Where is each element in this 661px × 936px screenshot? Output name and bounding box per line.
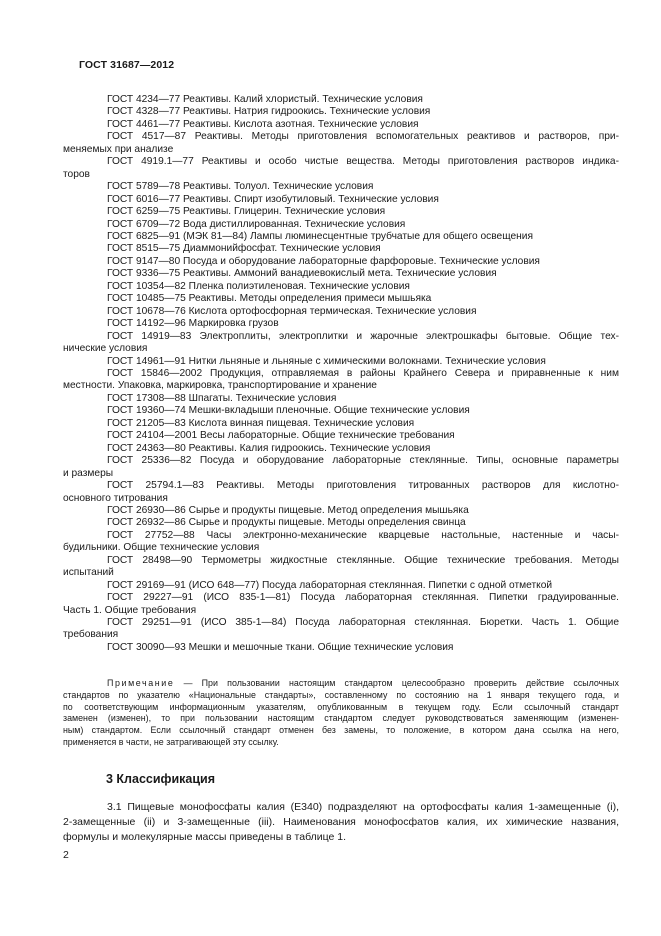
- reference-line: ГОСТ 29251—91 (ИСО 385-1—84) Посуда лабораторная стеклянная. Бюретки. Часть 1. Общие: [107, 617, 619, 629]
- reference-line: ГОСТ 6825—91 (МЭК 81—84) Лампы люминесцентные трубчатые для общего освещения: [107, 230, 533, 242]
- reference-line: ГОСТ 17308—88 Шпагаты. Технические условия: [107, 392, 337, 404]
- reference-item: [63, 156, 619, 181]
- section-title: 3 Классификация: [106, 772, 216, 786]
- classification-paragraph: [63, 800, 619, 846]
- paragraph-line: 2-замещенные (ii) и 3-замещенные (iii). Наименования монофосфатов калия, их химические названия,: [63, 816, 619, 829]
- reference-line: ГОСТ 4919.1—77 Реактивы и особо чистые вещества. Методы приготовления растворов индика-: [107, 156, 619, 168]
- reference-line: будильники. Общие технические условия: [63, 542, 260, 554]
- note-label: Примечание: [107, 678, 175, 688]
- reference-line: Часть 1. Общие требования: [63, 604, 197, 616]
- reference-line: ГОСТ 10678—76 Кислота ортофосфорная термическая. Технические условия: [107, 305, 477, 317]
- reference-item: [63, 592, 619, 617]
- reference-item: [63, 368, 619, 393]
- reference-item: [63, 331, 619, 356]
- note-first-line-text: — При пользовании настоящим стандартом целесообразно проверить действие ссылочных: [174, 678, 619, 688]
- reference-line: ГОСТ 14919—83 Электроплиты, электроплитки и жарочные электрошкафы бытовые. Общие тех-: [107, 330, 619, 342]
- reference-item: [63, 256, 619, 268]
- reference-line: ГОСТ 24363—80 Реактивы. Калия гидроокись. Технические условия: [107, 442, 431, 454]
- reference-line: ГОСТ 6709—72 Вода дистиллированная. Технические условия: [107, 218, 406, 230]
- reference-item: [63, 455, 619, 480]
- reference-line: ГОСТ 19360—74 Мешки-вкладыши пленочные. Общие технические условия: [107, 405, 470, 417]
- reference-item: [63, 119, 619, 131]
- reference-item: [63, 268, 619, 280]
- reference-item: [63, 580, 619, 592]
- reference-item: [63, 418, 619, 430]
- reference-line: ГОСТ 21205—83 Кислота винная пищевая. Технические условия: [107, 417, 415, 429]
- reference-line: ГОСТ 15846—2002 Продукция, отправляемая в районы Крайнего Севера и приравненные к ним: [107, 367, 619, 379]
- reference-line: ГОСТ 28498—90 Термометры жидкостные стеклянные. Общие технические требования. Методы: [107, 554, 619, 566]
- note-line: ным) стандартом. Если ссылочный стандарт отменен без замены, то положение, в котором дана ссылка на него,: [63, 725, 619, 736]
- reference-line: ГОСТ 27752—88 Часы электронно-механические кварцевые настольные, настенные и часы-: [107, 529, 619, 541]
- reference-item: [63, 405, 619, 417]
- reference-item: [63, 617, 619, 642]
- note-line: [63, 678, 619, 690]
- reference-line: ГОСТ 26930—86 Сырье и продукты пищевые. Метод определения мышьяка: [107, 504, 469, 516]
- note-line: применяется в части, не затрагивающей эту ссылку.: [63, 736, 279, 747]
- reference-item: [63, 505, 619, 517]
- reference-item: [63, 517, 619, 529]
- document-header: ГОСТ 31687—2012: [79, 59, 175, 71]
- reference-item: [63, 393, 619, 405]
- reference-line: ГОСТ 6259—75 Реактивы. Глицерин. Технические условия: [107, 206, 386, 218]
- reference-item: [63, 480, 619, 505]
- reference-line: ГОСТ 9336—75 Реактивы. Аммоний ванадиевокислый мета. Технические условия: [107, 268, 497, 280]
- reference-item: [63, 281, 619, 293]
- reference-line: торов: [63, 168, 90, 180]
- reference-line: ГОСТ 26932—86 Сырье и продукты пищевые. Методы определения свинца: [107, 517, 466, 529]
- reference-line: ГОСТ 24104—2001 Весы лабораторные. Общие технические требования: [107, 430, 455, 442]
- reference-item: [63, 443, 619, 455]
- normative-references-list: [63, 94, 619, 654]
- reference-line: местности. Упаковка, маркировка, транспортирование и хранение: [63, 380, 377, 392]
- reference-line: ГОСТ 10485—75 Реактивы. Методы определения примеси мышьяка: [107, 293, 432, 305]
- reference-line: ГОСТ 25794.1—83 Реактивы. Методы приготовления титрованных растворов для кислотно-: [107, 480, 619, 492]
- reference-item: [63, 555, 619, 580]
- reference-line: ГОСТ 29169—91 (ИСО 648—77) Посуда лабораторная стеклянная. Пипетки с одной отметкой: [107, 579, 553, 591]
- reference-item: [63, 530, 619, 555]
- reference-line: ГОСТ 4517—87 Реактивы. Методы приготовления вспомогательных реактивов и растворов, при-: [107, 131, 619, 143]
- reference-line: ГОСТ 4461—77 Реактивы. Кислота азотная. Технические условия: [107, 118, 419, 130]
- reference-item: [63, 231, 619, 243]
- reference-line: ГОСТ 8515—75 Диаммонийфосфат. Технические условия: [107, 243, 381, 255]
- reference-line: ГОСТ 14961—91 Нитки льняные и льняные с химическими волокнами. Технические условия: [107, 355, 546, 367]
- paragraph-line: 3.1 Пищевые монофосфаты калия (Е340) подразделяют на ортофосфаты калия 1-замещенные (i),: [107, 801, 619, 813]
- reference-item: [63, 131, 619, 156]
- reference-item: [63, 243, 619, 255]
- reference-line: ГОСТ 10354—82 Пленка полиэтиленовая. Технические условия: [107, 280, 410, 292]
- reference-item: [63, 306, 619, 318]
- note-block: [63, 678, 619, 749]
- reference-item: [63, 318, 619, 330]
- reference-line: ГОСТ 5789—78 Реактивы. Толуол. Технические условия: [107, 181, 374, 193]
- page-number: 2: [63, 849, 69, 861]
- reference-line: ГОСТ 30090—93 Мешки и мешочные ткани. Общие технические условия: [107, 641, 454, 653]
- reference-item: [63, 293, 619, 305]
- reference-item: [63, 181, 619, 193]
- reference-item: [63, 430, 619, 442]
- reference-line: требования: [63, 629, 119, 641]
- reference-line: испытаний: [63, 567, 114, 579]
- reference-line: нические условия: [63, 343, 148, 355]
- reference-item: [63, 106, 619, 118]
- reference-line: основного титрования: [63, 492, 168, 504]
- reference-line: ГОСТ 25336—82 Посуда и оборудование лабораторные стеклянные. Типы, основные параметры: [107, 455, 619, 467]
- reference-item: [63, 642, 619, 654]
- reference-line: и размеры: [63, 467, 114, 479]
- reference-line: ГОСТ 14192—96 Маркировка грузов: [107, 318, 279, 330]
- reference-line: ГОСТ 29227—91 (ИСО 835-1—81) Посуда лабораторная стеклянная. Пипетки градуированные.: [107, 592, 619, 604]
- reference-line: ГОСТ 4234—77 Реактивы. Калий хлористый. Технические условия: [107, 94, 423, 105]
- reference-item: [63, 219, 619, 231]
- reference-line: ГОСТ 4328—77 Реактивы. Натрия гидроокись. Технические условия: [107, 106, 431, 118]
- reference-line: меняемых при анализе: [63, 143, 174, 155]
- reference-item: [63, 194, 619, 206]
- reference-line: ГОСТ 6016—77 Реактивы. Спирт изобутиловый. Технические условия: [107, 193, 439, 205]
- note-line: стандартов по указателю «Национальные стандарты», составленному по состоянию на 1 января текущего года, и: [63, 689, 619, 700]
- note-line: по соответствующим информационным указателям, опубликованным в текущем году. Если ссылочный стандарт: [63, 701, 619, 712]
- reference-line: ГОСТ 9147—80 Посуда и оборудование лабораторные фарфоровые. Технические условия: [107, 255, 540, 267]
- reference-item: [63, 356, 619, 368]
- paragraph-line: формулы и молекулярные массы приведены в таблице 1.: [63, 831, 347, 844]
- note-line: заменен (изменен), то при пользовании настоящим стандартом следует руководствоваться заменяющим (изменен-: [63, 713, 619, 724]
- reference-item: [63, 206, 619, 218]
- reference-item: [63, 94, 619, 106]
